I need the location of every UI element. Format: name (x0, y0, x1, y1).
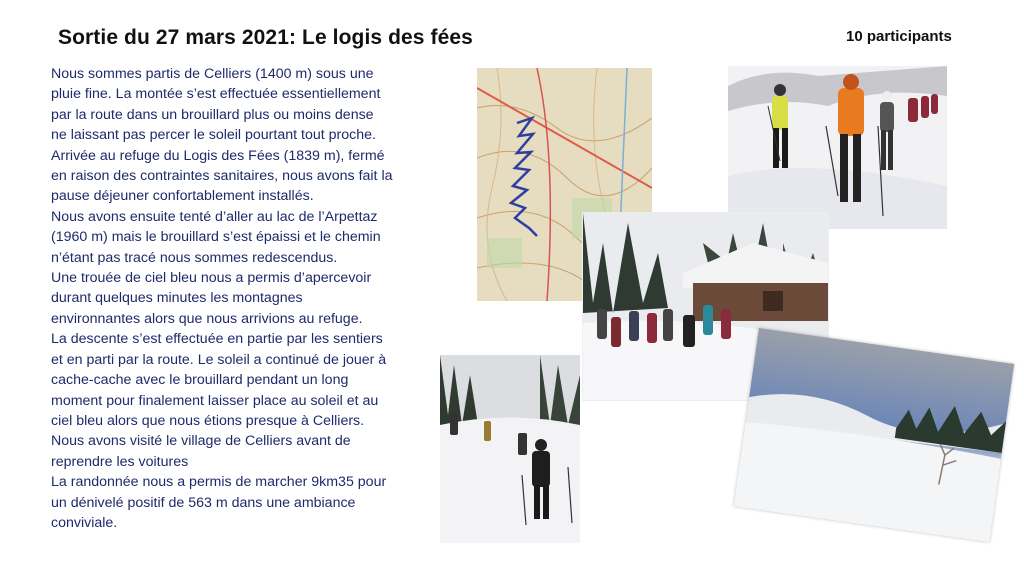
story-line: Nous sommes partis de Celliers (1400 m) sous une (51, 66, 374, 82)
story-line: (1960 m) mais le brouillard s’est épaissi et le chemin (51, 229, 381, 246)
descent-photo (440, 355, 580, 543)
story-line: pluie fine. La montée s’est effectuée essentiellement (51, 86, 381, 103)
story-line: environnantes alors que nous arrivions au refuge. (51, 310, 363, 327)
story-line: en raison des contraintes sanitaires, nous avons fait la (51, 168, 393, 185)
story-line: par la route dans un brouillard plus ou moins dense (51, 106, 374, 123)
story-line: cache-cache avec le brouillard pendant un long (51, 372, 349, 389)
story-line: et en parti par la route. Le soleil a continué de jouer à (51, 351, 387, 368)
participant-count: 10 participants (846, 28, 952, 45)
story-line: pause déjeuner confortablement installés. (51, 188, 314, 205)
story-line: Nous avons visité le village de Celliers avant de (51, 433, 351, 450)
blue-sky-landscape-photo (734, 328, 1015, 542)
story-line: moment pour finalement laisser place au soleil et au (51, 392, 379, 409)
snowshoe-group-photo (728, 66, 947, 229)
trip-report-text (51, 64, 431, 533)
story-line: conviviale. (51, 514, 118, 531)
story-line: reprendre les voitures (51, 453, 189, 470)
story-line: ciel bleu alors que nous étions presque à Celliers. (51, 412, 365, 429)
story-line: La descente s’est effectuée en partie par les sentiers (51, 331, 383, 348)
story-line: n’étant pas tracé nous sommes redescendus. (51, 249, 338, 266)
story-line: un dénivelé positif de 563 m dans une ambiance (51, 494, 356, 511)
story-line: durant quelques minutes les montagnes (51, 290, 303, 307)
story-line: Nous avons ensuite tenté d’aller au lac de l’Arpettaz (51, 208, 378, 225)
story-line: ne laissant pas percer le soleil pourtant tout proche. (51, 127, 376, 144)
story-line: Une trouée de ciel bleu nous a permis d’apercevoir (51, 270, 372, 287)
story-line: Arrivée au refuge du Logis des Fées (1839 m), fermé (51, 147, 385, 164)
story-line: La randonnée nous a permis de marcher 9km35 pour (51, 474, 387, 491)
page-title: Sortie du 27 mars 2021: Le logis des fées (58, 26, 473, 49)
